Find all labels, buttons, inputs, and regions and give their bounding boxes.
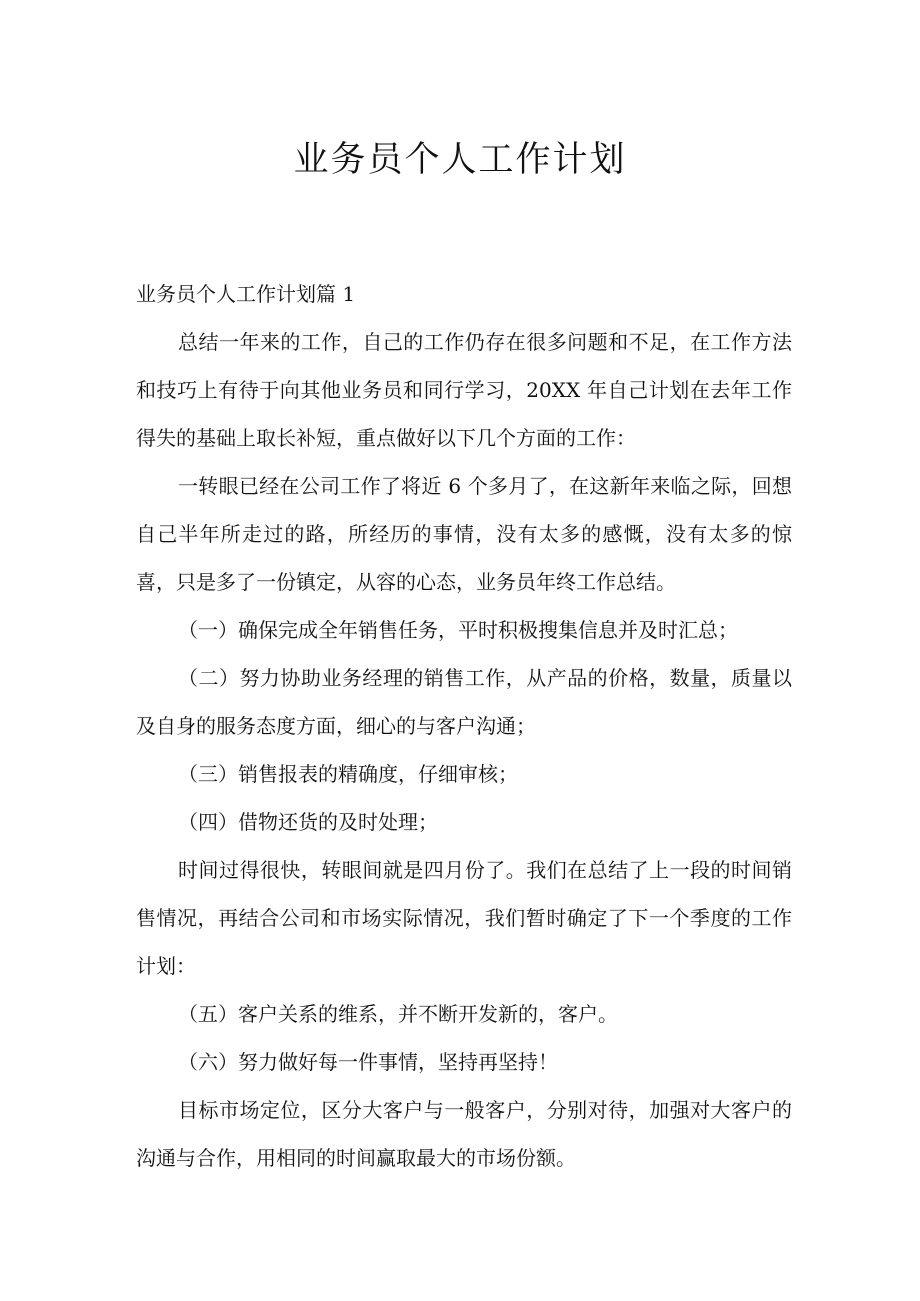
list-item: （六）努力做好每一件事情，坚持再坚持！ <box>178 1050 558 1074</box>
paragraph: 目标市场定位，区分大客户与一般客户，分别对待，加强对大客户的沟通与合作，用相同的时间赢取最大的市场份额。 <box>136 1098 792 1170</box>
paragraph: 总结一年来的工作，自己的工作仍存在很多问题和不足，在工作方法和技巧上有待于向其他业务员和同行学习，20XX 年自己计划在去年工作得失的基础上取长补短，重点做好以下几个方面的工作： <box>136 330 792 450</box>
document-title: 业务员个人工作计划 <box>293 140 627 180</box>
document-body <box>136 270 792 1182</box>
list-item: （三）销售报表的精确度，仔细审核； <box>178 762 518 786</box>
list-item: （二）努力协助业务经理的销售工作，从产品的价格，数量，质量以及自身的服务态度方面，细心的与客户沟通； <box>136 666 792 738</box>
list-item: （一）确保完成全年销售任务，平时积极搜集信息并及时汇总； <box>178 618 738 642</box>
list-item: （五）客户关系的维系，并不断开发新的，客户。 <box>178 1002 618 1026</box>
paragraph: 一转眼已经在公司工作了将近 6 个多月了，在这新年来临之际，回想自己半年所走过的路，所经历的事情，没有太多的感慨，没有太多的惊喜，只是多了一份镇定，从容的心态，业务员年终工作总结。 <box>136 474 792 594</box>
list-item: （四）借物还货的及时处理； <box>178 810 438 834</box>
section-heading: 业务员个人工作计划篇 1 <box>136 282 356 306</box>
paragraph: 时间过得很快，转眼间就是四月份了。我们在总结了上一段的时间销售情况，再结合公司和市场实际情况，我们暂时确定了下一个季度的工作计划： <box>136 858 792 978</box>
